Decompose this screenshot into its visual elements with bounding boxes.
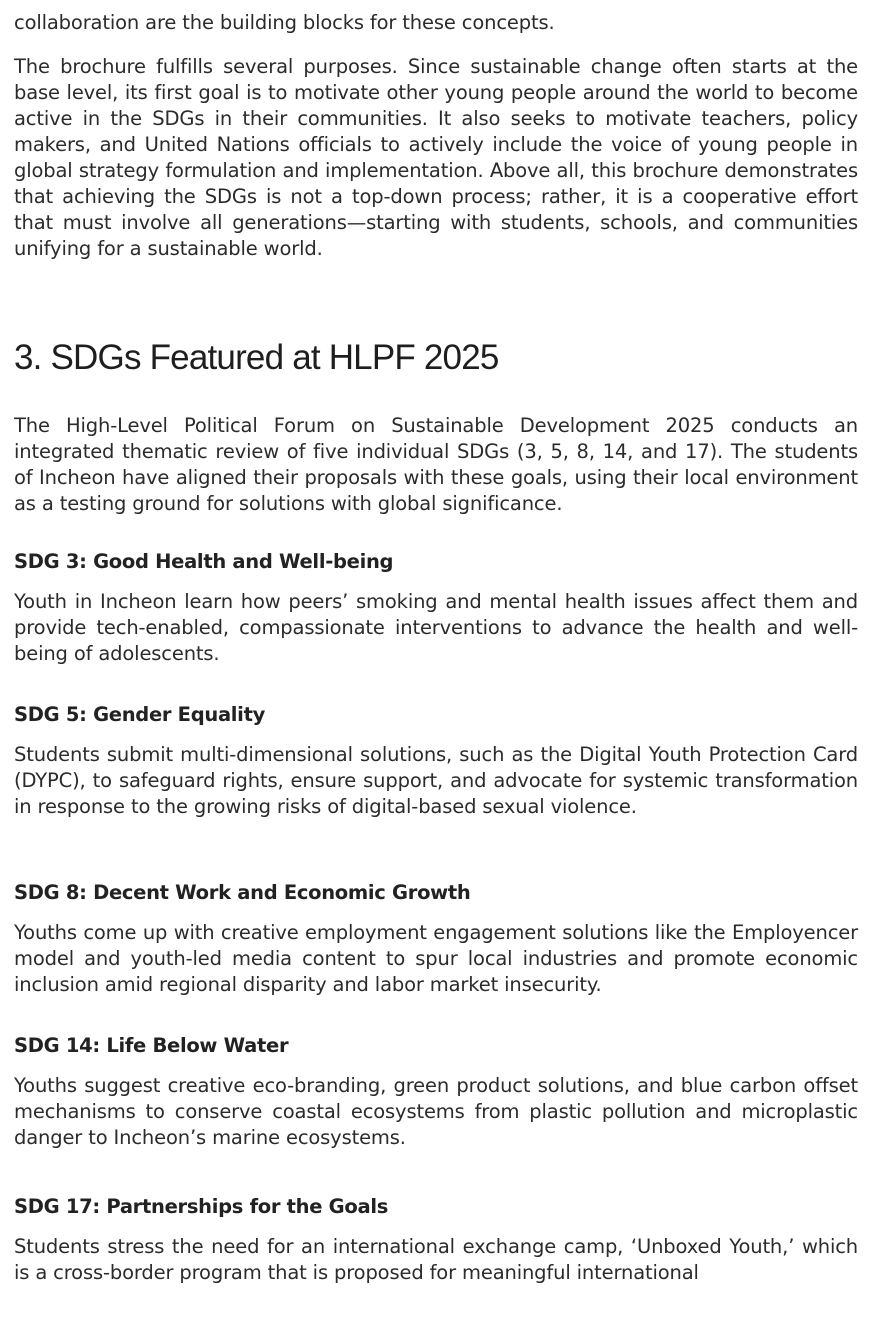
sdg-3-block	[14, 549, 858, 667]
section-intro-paragraph: The High-Level Political Forum on Sustainable Development 2025 conducts an integrated thematic review of five individual SDGs (3, 5, 8, 14, and 17). The students of Incheon have aligned their proposals with these goals, using their local environment as a testing ground for solutions with global significance.	[14, 414, 858, 515]
sdg-3-body: Youth in Incheon learn how peers’ smoking and mental health issues affect them and provide tech-enabled, compassionate interventions to advance the health and well-being of adolescents.	[14, 590, 858, 665]
brochure-purpose-paragraph: The brochure fulfills several purposes. Since sustainable change often starts at the base level, its first goal is to motivate other young people around the world to become active in the SDGs in their communities. It also seeks to motivate teachers, policy makers, and United Nations officials to actively include the voice of young people in global strategy formulation and implementation. Above all, this brochure demonstrates that achieving the SDGs is not a top-down process; rather, it is a cooperative effort that must involve all generations—starting with students, schools, and communities unifying for a sustainable world.	[14, 55, 858, 260]
section-title: 3. SDGs Featured at HLPF 2025	[14, 338, 499, 377]
sdg-5-block	[14, 702, 858, 820]
sdg-17-block	[14, 1194, 858, 1286]
sdg-14-block	[14, 1033, 858, 1151]
sdg-3-heading: SDG 3: Good Health and Well-being	[14, 550, 394, 573]
sdg-17-body: Students stress the need for an international exchange camp, ‘Unboxed Youth,’ which is a cross-border program that is proposed for meaningful international	[14, 1235, 858, 1284]
sdg-5-body: Students submit multi-dimensional solutions, such as the Digital Youth Protection Card (DYPC), to safeguard rights, ensure support, and advocate for systemic transformation in response to the growing risks of digital-based sexual violence.	[14, 743, 858, 818]
sdg-8-heading: SDG 8: Decent Work and Economic Growth	[14, 881, 471, 904]
sdg-17-heading: SDG 17: Partnerships for the Goals	[14, 1195, 389, 1218]
intro-tail-text: collaboration are the building blocks for these concepts.	[14, 11, 555, 34]
sdg-14-body: Youths suggest creative eco-branding, green product solutions, and blue carbon offset mechanisms to conserve coastal ecosystems from plastic pollution and microplastic danger to Incheon’s marine ecosystems.	[14, 1074, 858, 1149]
sdg-8-body: Youths come up with creative employment engagement solutions like the Employencer model and youth-led media content to spur local industries and promote economic inclusion amid regional disparity and labor market insecurity.	[14, 921, 858, 996]
sdg-8-block	[14, 880, 858, 998]
sdg-5-heading: SDG 5: Gender Equality	[14, 703, 266, 726]
sdg-14-heading: SDG 14: Life Below Water	[14, 1034, 289, 1057]
